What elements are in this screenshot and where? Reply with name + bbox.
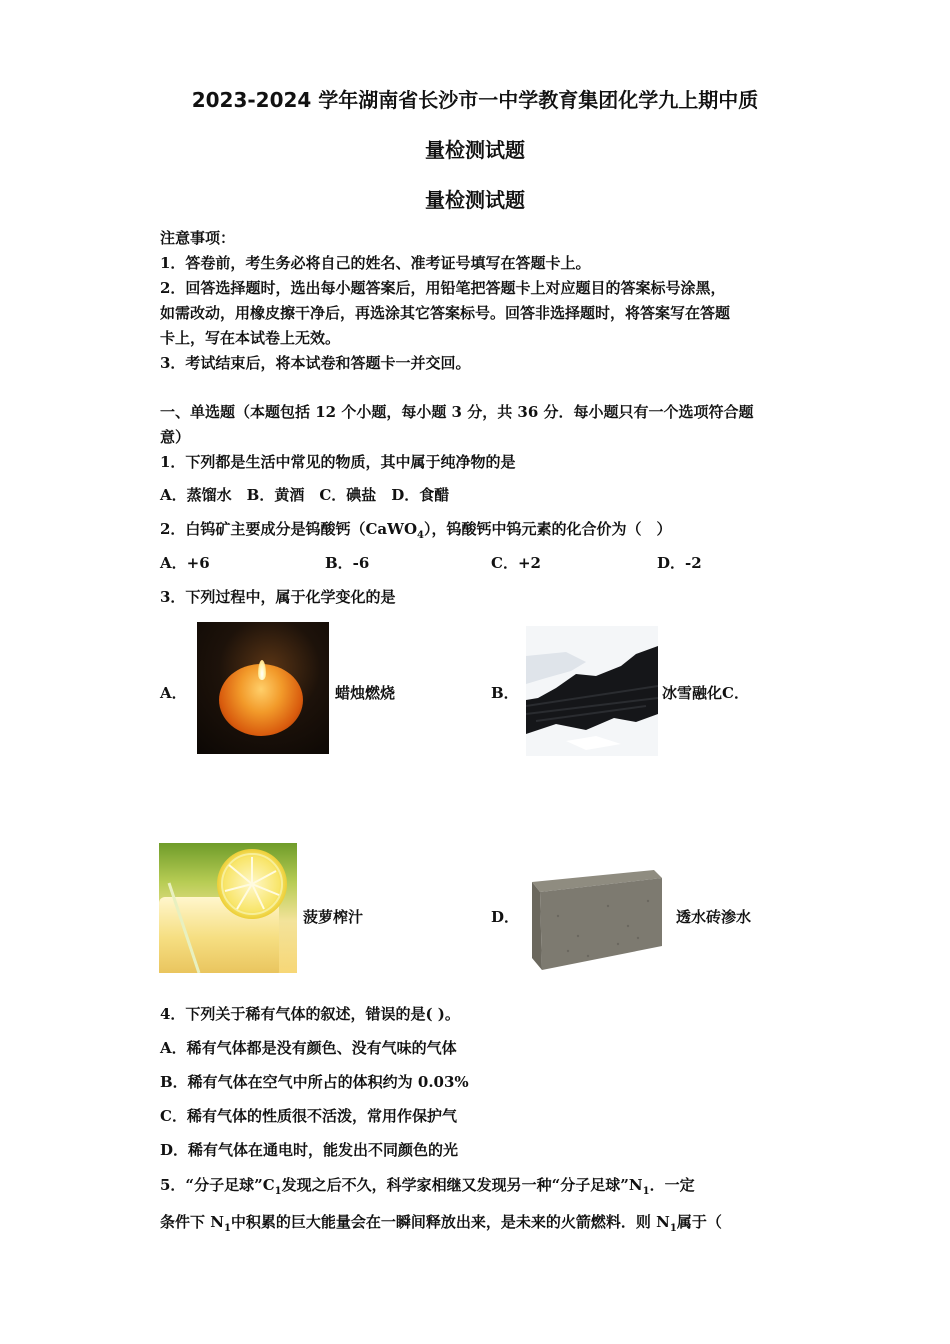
question-3-option-c-text: 菠萝榨汁	[303, 908, 364, 926]
notice-item: 如需改动，用橡皮擦干净后，再选涂其它答案标号。回答非选择题时，将答案写在答题	[160, 304, 731, 322]
page-title-line2: 量检测试题	[425, 138, 525, 162]
permeable-brick-image	[528, 866, 666, 972]
section-heading-line2: 意）	[160, 428, 191, 446]
question-2-option-d: D．-2	[657, 554, 702, 572]
question-1-options: A．蒸馏水 B．黄酒 C．碘盐 D．食醋	[160, 486, 450, 504]
notice-item: 1．答卷前，考生务必将自己的姓名、准考证号填写在答题卡上。	[160, 254, 591, 272]
question-4-option-a: A．稀有气体都是没有颜色、没有气味的气体	[160, 1039, 457, 1057]
question-2-stem: 2．白钨矿主要成分是钨酸钙（CaWO$_4$），钨酸钙中钨元素的化合价为（ ）	[160, 520, 672, 541]
section-heading-line1: 一、单选题（本题包括 12 个小题，每小题 3 分，共 36 分．每小题只有一个选项符合题	[160, 403, 754, 421]
question-3-option-b-letter: B．	[491, 684, 519, 702]
question-4-option-d: D．稀有气体在通电时，能发出不同颜色的光	[160, 1141, 459, 1159]
notice-heading: 注意事项：	[160, 229, 236, 247]
question-3-option-d-letter: D．	[491, 908, 520, 926]
juice-image	[159, 843, 297, 973]
question-5-stem-line2: 条件下 $N_1$中积累的巨大能量会在一瞬间释放出来，是未来的火箭燃料．则 $N_1$属于（	[160, 1213, 722, 1234]
candle-image	[197, 622, 329, 754]
question-3-option-a-text: 蜡烛燃烧	[335, 684, 396, 702]
notice-item: 卡上，写在本试卷上无效。	[160, 329, 341, 347]
question-3-option-d-text: 透水砖渗水	[676, 908, 752, 926]
question-4-option-b: B．稀有气体在空气中所占的体积约为 0.03%	[160, 1073, 469, 1091]
page-title-line1: 2023-2024 学年湖南省长沙市一中学教育集团化学九上期中质	[191, 88, 759, 112]
question-2-option-a: A．+6	[160, 554, 210, 572]
question-5-stem-line1: 5．“分子足球$”C_1$发现之后不久，科学家相继又发现另一种“分子足球$”N_1$．一定	[160, 1176, 695, 1197]
melting-snow-image	[526, 626, 658, 756]
notice-item: 3．考试结束后，将本试卷和答题卡一并交回。	[160, 354, 471, 372]
notice-item: 2．回答选择题时，选出每小题答案后，用铅笔把答题卡上对应题目的答案标号涂黑，	[160, 279, 726, 297]
question-4-option-c: C．稀有气体的性质很不活泼，常用作保护气	[160, 1107, 457, 1125]
question-3-stem: 3．下列过程中，属于化学变化的是	[160, 588, 396, 606]
question-1-stem: 1．下列都是生活中常见的物质，其中属于纯净物的是	[160, 453, 516, 471]
question-4-stem: 4．下列关于稀有气体的叙述，错误的是( )。	[160, 1005, 460, 1023]
question-3-option-a-letter: A．	[160, 684, 187, 702]
question-3-option-b-text: 冰雪融化C．	[662, 684, 749, 702]
question-2-option-c: C．+2	[491, 554, 541, 572]
page-title-line3: 量检测试题	[425, 188, 525, 212]
question-2-option-b: B．-6	[325, 554, 370, 572]
